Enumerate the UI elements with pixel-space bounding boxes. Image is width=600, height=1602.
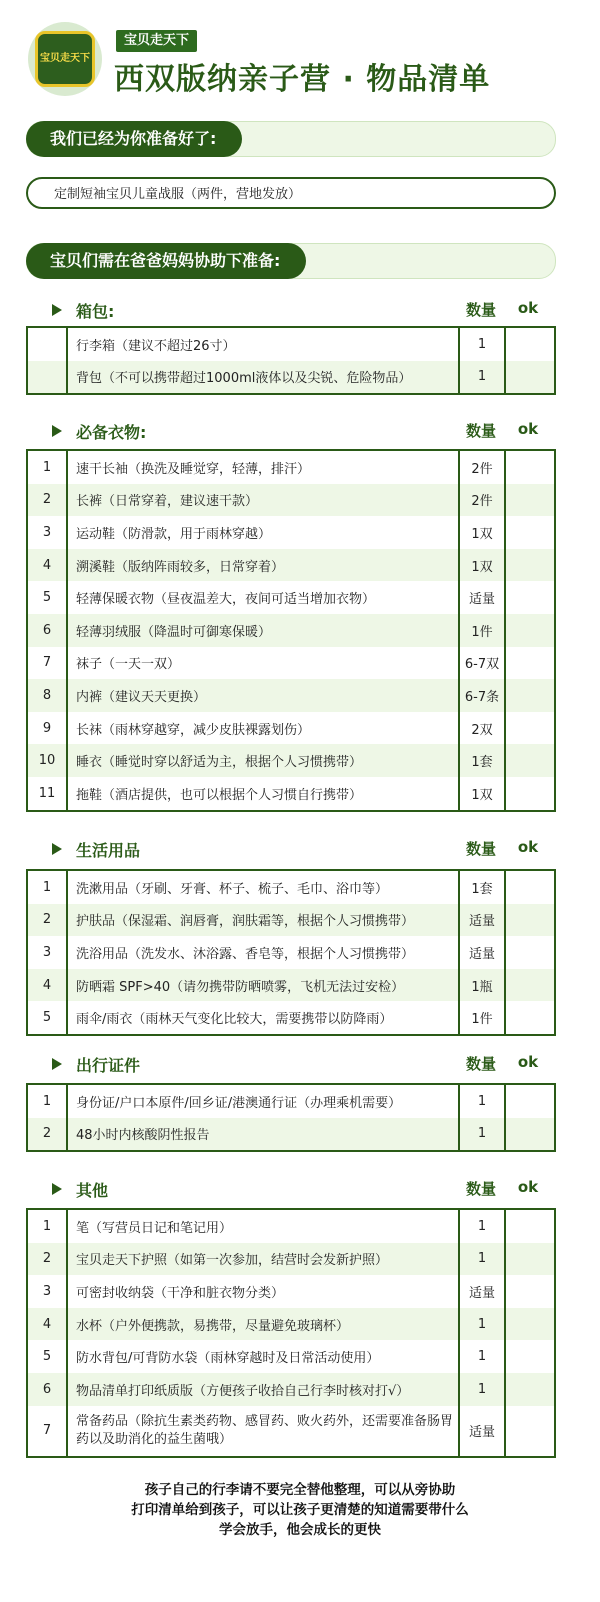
- item-ok-checkbox[interactable]: [505, 549, 555, 582]
- item-description: 长裤（日常穿着，建议速干款）: [67, 484, 459, 517]
- table-row: [27, 1373, 555, 1406]
- item-ok-checkbox[interactable]: [505, 1340, 555, 1373]
- item-quantity: 适量: [459, 904, 505, 937]
- item-ok-checkbox[interactable]: [505, 904, 555, 937]
- parents-banner: [26, 243, 556, 279]
- item-ok-checkbox[interactable]: [505, 1243, 555, 1276]
- triangle-bullet-icon: [52, 425, 62, 437]
- table-row: [27, 969, 555, 1002]
- item-description: 内裤（建议天天更换）: [67, 679, 459, 712]
- item-ok-checkbox[interactable]: [505, 484, 555, 517]
- item-ok-checkbox[interactable]: [505, 712, 555, 745]
- ok-column-header: ok: [517, 420, 539, 438]
- item-number: 1: [27, 1209, 67, 1243]
- item-number: 1: [27, 1084, 67, 1118]
- footer-line: 孩子自己的行李请不要完全替他整理，可以从旁协助: [144, 1482, 456, 1498]
- item-number: 3: [27, 936, 67, 969]
- item-number: 3: [27, 516, 67, 549]
- item-quantity: 1: [459, 1373, 505, 1406]
- section-title: 出行证件: [76, 1056, 141, 1075]
- item-description: 轻薄保暖衣物（昼夜温差大，夜间可适当增加衣物）: [76, 592, 376, 608]
- item-description: 背包（不可以携带超过1000ml液体以及尖锐、危险物品）: [67, 361, 459, 395]
- qty-column-header: 数量: [465, 1055, 496, 1073]
- item-ok-checkbox[interactable]: [505, 327, 555, 361]
- item-description: 洗漱用品（牙刷、牙膏、杯子、梳子、毛巾、浴巾等）: [76, 881, 389, 897]
- item-description: 防晒霜 SPF>40（请勿携带防晒喷雾，飞机无法过安检）: [67, 969, 459, 1002]
- item-number: 4: [27, 549, 67, 582]
- item-number: 8: [27, 679, 67, 712]
- other-table: [26, 1208, 556, 1458]
- triangle-bullet-icon: [52, 1058, 62, 1070]
- item-number: 3: [27, 1275, 67, 1308]
- documents-table: [26, 1083, 556, 1152]
- item-number: 7: [27, 1406, 67, 1457]
- item-description: 可密封收纳袋（干净和脏衣物分类）: [76, 1285, 285, 1301]
- table-row: [27, 361, 555, 395]
- item-ok-checkbox[interactable]: [505, 1275, 555, 1308]
- item-quantity: 1: [459, 1118, 505, 1152]
- item-quantity: 1件: [459, 1001, 505, 1035]
- item-quantity: 1: [459, 1340, 505, 1373]
- footer-note: [0, 1480, 600, 1540]
- item-quantity: 1: [459, 361, 505, 395]
- daily-table: [26, 869, 556, 1036]
- logo-badge-icon: 宝贝走天下: [35, 31, 95, 87]
- item-quantity: 1: [459, 327, 505, 361]
- item-quantity: 6-7双: [459, 647, 505, 680]
- provided-banner: [26, 121, 556, 157]
- item-number: 5: [27, 1340, 67, 1373]
- table-row: [27, 1308, 555, 1341]
- table-row: [27, 516, 555, 549]
- table-row: [27, 614, 555, 647]
- item-quantity: 1: [459, 1243, 505, 1276]
- table-row: [27, 936, 555, 969]
- item-ok-checkbox[interactable]: [505, 1084, 555, 1118]
- table-row: [27, 450, 555, 484]
- table-row: [27, 744, 555, 777]
- item-description: 笔（写营员日记和笔记用）: [76, 1220, 233, 1236]
- table-row: [27, 870, 555, 904]
- item-ok-checkbox[interactable]: [505, 969, 555, 1002]
- item-description: 防水背包/可背防水袋（雨林穿越时及日常活动使用）: [76, 1351, 380, 1367]
- item-description: 水杯（户外便携款，易携带，尽量避免玻璃杯）: [67, 1308, 459, 1341]
- item-number: 2: [27, 1118, 67, 1152]
- table-row: [27, 1243, 555, 1276]
- item-number: 4: [27, 1308, 67, 1341]
- triangle-bullet-icon: [52, 304, 62, 316]
- table-row: [27, 1275, 555, 1308]
- section-header-clothing: [26, 418, 556, 444]
- table-row: [27, 1084, 555, 1118]
- item-number: 9: [27, 712, 67, 745]
- table-row: [27, 1118, 555, 1152]
- header: [0, 0, 600, 110]
- item-description: 速干长袖（换洗及睡觉穿，轻薄，排汗）: [76, 461, 311, 477]
- clothing-table: [26, 449, 556, 812]
- item-description: 长袜（雨林穿越穿，减少皮肤裸露划伤）: [76, 722, 311, 738]
- item-number: 6: [27, 614, 67, 647]
- item-quantity: 1: [459, 1209, 505, 1243]
- item-quantity: 2件: [459, 450, 505, 484]
- ok-column-header: ok: [517, 838, 539, 856]
- table-row: [27, 581, 555, 614]
- item-ok-checkbox[interactable]: [505, 1118, 555, 1152]
- section-header-other: [26, 1176, 556, 1202]
- item-number: 2: [27, 904, 67, 937]
- table-row: [27, 1340, 555, 1373]
- item-ok-checkbox[interactable]: [505, 870, 555, 904]
- section-title: 必备衣物:: [76, 423, 147, 442]
- item-quantity: 1件: [459, 614, 505, 647]
- item-number: 2: [27, 1243, 67, 1276]
- item-number: 5: [27, 581, 67, 614]
- item-description: 宝贝走天下护照（如第一次参加，结营时会发新护照）: [67, 1243, 459, 1276]
- item-description: 常备药品（除抗生素类药物、感冒药、败火药外，还需要准备肠胃药以及助消化的益生菌哦）: [76, 1413, 454, 1447]
- item-description: 行李箱（建议不超过26寸）: [76, 338, 236, 354]
- item-quantity: 1双: [459, 549, 505, 582]
- item-number: 1: [27, 870, 67, 904]
- item-number: [27, 327, 67, 361]
- parents-banner-label: 宝贝们需在爸爸妈妈协助下准备:: [26, 243, 306, 279]
- item-ok-checkbox[interactable]: [505, 614, 555, 647]
- section-header-daily: [26, 836, 556, 862]
- item-number: 6: [27, 1373, 67, 1406]
- item-quantity: 1套: [459, 744, 505, 777]
- qty-column-header: 数量: [465, 301, 496, 319]
- item-ok-checkbox[interactable]: [505, 647, 555, 680]
- footer-line: 学会放手，他会成长的更快: [219, 1522, 381, 1538]
- table-row: [27, 679, 555, 712]
- table-row: [27, 484, 555, 517]
- table-row: [27, 327, 555, 361]
- item-ok-checkbox[interactable]: [505, 744, 555, 777]
- provided-item: 定制短袖宝贝儿童战服（两件，营地发放）: [26, 177, 556, 209]
- item-quantity: 适量: [459, 1275, 505, 1308]
- item-number: 2: [27, 484, 67, 517]
- item-ok-checkbox[interactable]: [505, 1308, 555, 1341]
- item-description: 拖鞋（酒店提供，也可以根据个人习惯自行携带）: [76, 787, 363, 803]
- ok-column-header: ok: [517, 299, 539, 317]
- item-number: 10: [27, 744, 67, 777]
- item-ok-checkbox[interactable]: [505, 679, 555, 712]
- bags-table: [26, 326, 556, 395]
- page-title: 西双版纳亲子营 · 物品清单: [114, 62, 491, 97]
- item-description: 运动鞋（防滑款，用于雨林穿越）: [76, 526, 272, 542]
- item-number: 4: [27, 969, 67, 1002]
- item-quantity: 1瓶: [459, 969, 505, 1002]
- item-description: 溯溪鞋（版纳阵雨较多，日常穿着）: [67, 549, 459, 582]
- table-row: [27, 1406, 555, 1457]
- item-quantity: 1: [459, 1084, 505, 1118]
- item-quantity: 1双: [459, 777, 505, 811]
- footer-line: 打印清单给到孩子，可以让孩子更清楚的知道需要带什么: [131, 1502, 469, 1518]
- item-description: 身份证/户口本原件/回乡证/港澳通行证（办理乘机需要）: [76, 1095, 402, 1111]
- table-row: [27, 904, 555, 937]
- table-row: [27, 549, 555, 582]
- table-row: [27, 777, 555, 811]
- section-title: 其他: [76, 1181, 109, 1200]
- table-row: [27, 647, 555, 680]
- brand-logo: [28, 22, 102, 96]
- item-description: 睡衣（睡觉时穿以舒适为主，根据个人习惯携带）: [67, 744, 459, 777]
- qty-column-header: 数量: [465, 1180, 496, 1198]
- item-quantity: 2件: [459, 484, 505, 517]
- item-quantity: 1: [459, 1308, 505, 1341]
- item-quantity: 适量: [459, 936, 505, 969]
- item-ok-checkbox[interactable]: [505, 936, 555, 969]
- item-quantity: 6-7条: [459, 679, 505, 712]
- item-description: 轻薄羽绒服（降温时可御寒保暖）: [67, 614, 459, 647]
- table-row: [27, 1001, 555, 1035]
- item-ok-checkbox[interactable]: [505, 1373, 555, 1406]
- qty-column-header: 数量: [465, 840, 496, 858]
- item-quantity: 适量: [459, 1406, 505, 1457]
- section-header-bags: [26, 297, 556, 323]
- qty-column-header: 数量: [465, 422, 496, 440]
- section-title: 箱包:: [76, 302, 115, 321]
- item-number: [27, 361, 67, 395]
- item-quantity: 适量: [459, 581, 505, 614]
- table-row: [27, 712, 555, 745]
- section-title: 生活用品: [76, 841, 141, 860]
- item-ok-checkbox[interactable]: [505, 516, 555, 549]
- item-description: 48小时内核酸阴性报告: [67, 1118, 459, 1152]
- item-description: 袜子（一天一双）: [76, 657, 181, 673]
- triangle-bullet-icon: [52, 1183, 62, 1195]
- item-description: 物品清单打印纸质版（方便孩子收拾自己行李时核对打√）: [67, 1373, 459, 1406]
- item-number: 7: [27, 647, 67, 680]
- brand-tag: 宝贝走天下: [116, 30, 197, 52]
- item-quantity: 1双: [459, 516, 505, 549]
- item-number: 11: [27, 777, 67, 811]
- section-header-documents: [26, 1051, 556, 1077]
- provided-banner-label: 我们已经为你准备好了:: [26, 121, 242, 157]
- table-row: [27, 1209, 555, 1243]
- item-ok-checkbox[interactable]: [505, 361, 555, 395]
- triangle-bullet-icon: [52, 843, 62, 855]
- item-quantity: 1套: [459, 870, 505, 904]
- item-number: 1: [27, 450, 67, 484]
- item-ok-checkbox[interactable]: [505, 1209, 555, 1243]
- ok-column-header: ok: [517, 1053, 539, 1071]
- item-description: 雨伞/雨衣（雨林天气变化比较大，需要携带以防降雨）: [76, 1012, 393, 1028]
- item-ok-checkbox[interactable]: [505, 1001, 555, 1035]
- item-ok-checkbox[interactable]: [505, 1406, 555, 1457]
- item-ok-checkbox[interactable]: [505, 777, 555, 811]
- ok-column-header: ok: [517, 1178, 539, 1196]
- item-ok-checkbox[interactable]: [505, 450, 555, 484]
- item-ok-checkbox[interactable]: [505, 581, 555, 614]
- item-number: 5: [27, 1001, 67, 1035]
- item-description: 洗浴用品（洗发水、沐浴露、香皂等，根据个人习惯携带）: [76, 946, 415, 962]
- item-quantity: 2双: [459, 712, 505, 745]
- item-description: 护肤品（保湿霜、润唇膏，润肤霜等，根据个人习惯携带）: [67, 904, 459, 937]
